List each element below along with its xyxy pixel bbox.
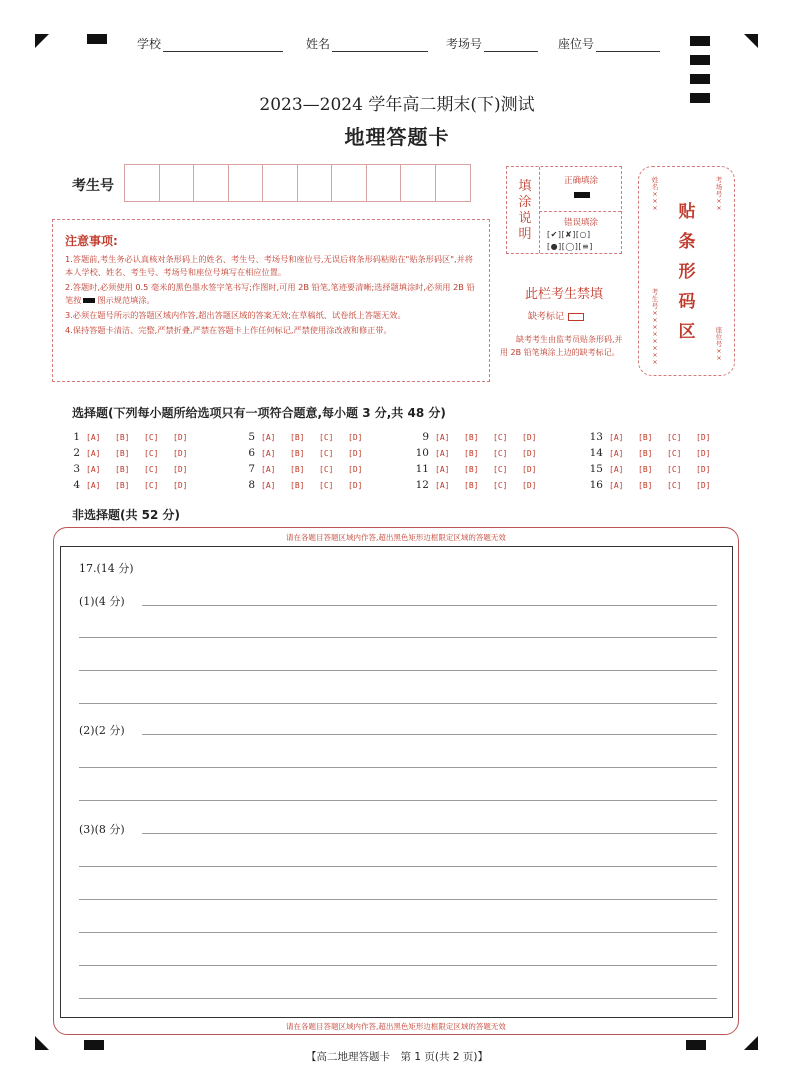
- question-number: 13: [589, 431, 603, 443]
- timing-mark: [690, 74, 710, 84]
- timing-mark: [87, 34, 107, 44]
- school-underline[interactable]: [163, 40, 283, 52]
- answer-bubble[interactable]: [C]: [144, 432, 159, 442]
- exam-room-label: 考场号: [446, 37, 483, 51]
- answer-line[interactable]: [79, 899, 717, 900]
- answer-bubble[interactable]: [C]: [667, 432, 682, 442]
- question-number: 8: [248, 479, 255, 491]
- absent-checkbox[interactable]: [568, 313, 584, 321]
- answer-bubble[interactable]: [B]: [464, 480, 479, 490]
- question-number: 15: [589, 463, 603, 475]
- answer-bubble[interactable]: [A]: [609, 464, 624, 474]
- answer-bubble[interactable]: [B]: [115, 432, 130, 442]
- answer-bubble[interactable]: [A]: [261, 464, 276, 474]
- region-warning-bottom: 请在各题目答题区域内作答,超出黑色矩形边框限定区域的答题无效: [286, 1022, 506, 1031]
- answer-bubble[interactable]: [D]: [696, 432, 711, 442]
- answer-bubble[interactable]: [D]: [522, 448, 537, 458]
- answer-line[interactable]: [142, 734, 717, 735]
- notice-item-4: 4.保持答题卡清洁、完整,严禁折叠,严禁在答题卡上作任何标记,严禁使用涂改液和修正带。: [65, 325, 392, 335]
- answer-bubble[interactable]: [D]: [173, 432, 188, 442]
- mcq-question-row: [241, 447, 377, 459]
- exam-number-cell[interactable]: [229, 165, 264, 201]
- question-number: 1: [73, 431, 80, 443]
- mcq-question-row: [66, 447, 202, 459]
- correct-fill-sample: [574, 192, 590, 198]
- answer-bubble[interactable]: [B]: [290, 480, 305, 490]
- answer-bubble[interactable]: [D]: [522, 480, 537, 490]
- fill-guide-box: [506, 166, 622, 254]
- correct-fill-label: 正确填涂: [563, 176, 598, 186]
- filled-mark-sample: [83, 298, 95, 303]
- answer-line[interactable]: [79, 998, 717, 999]
- answer-bubble[interactable]: [A]: [86, 432, 101, 442]
- q17-part2-label: (2)(2 分): [79, 724, 125, 737]
- answer-bubble[interactable]: [C]: [667, 464, 682, 474]
- answer-bubble[interactable]: [A]: [261, 432, 276, 442]
- wrong-fill-samples-2: [●][◯][≡]: [547, 242, 593, 251]
- mcq-question-row: [589, 431, 725, 443]
- answer-line[interactable]: [79, 866, 717, 867]
- answer-bubble[interactable]: [B]: [638, 448, 653, 458]
- mcq-question-row: [66, 463, 202, 475]
- timing-mark: [690, 55, 710, 65]
- answer-bubble[interactable]: [C]: [493, 464, 508, 474]
- exam-room-field[interactable]: [446, 35, 538, 52]
- answer-bubble[interactable]: [B]: [290, 432, 305, 442]
- answer-bubble[interactable]: [D]: [173, 480, 188, 490]
- mcq-question-row: [589, 463, 725, 475]
- mcq-question-row: [66, 431, 202, 443]
- answer-bubble[interactable]: [B]: [638, 464, 653, 474]
- answer-line[interactable]: [79, 767, 717, 768]
- mcq-question-row: [241, 463, 377, 475]
- answer-bubble[interactable]: [C]: [319, 464, 334, 474]
- answer-bubble[interactable]: [B]: [464, 448, 479, 458]
- exam-number-cell[interactable]: [401, 165, 436, 201]
- q17-part1-label: (1)(4 分): [79, 595, 125, 608]
- answer-bubble[interactable]: [C]: [144, 464, 159, 474]
- question-number: 16: [589, 479, 603, 491]
- answer-bubble[interactable]: [A]: [609, 480, 624, 490]
- answer-bubble[interactable]: [D]: [522, 464, 537, 474]
- answer-sheet-title: 地理答题卡: [344, 125, 450, 149]
- answer-line[interactable]: [142, 605, 717, 606]
- question-number: 10: [415, 447, 429, 459]
- barcode-title: 贴条形码区: [678, 202, 696, 342]
- exam-number-cell[interactable]: [367, 165, 402, 201]
- exam-number-cell[interactable]: [194, 165, 229, 201]
- wrong-fill-label: 错误填涂: [563, 218, 598, 228]
- answer-bubble[interactable]: [D]: [522, 432, 537, 442]
- notice-item-2-tail: 图示规范填涂。: [97, 295, 155, 305]
- answer-bubble[interactable]: [B]: [638, 432, 653, 442]
- seat-label: 座位号: [558, 37, 595, 51]
- notice-item-2: [65, 281, 481, 307]
- answer-bubble[interactable]: [B]: [464, 432, 479, 442]
- answer-bubble[interactable]: [A]: [86, 464, 101, 474]
- answer-bubble[interactable]: [C]: [493, 480, 508, 490]
- answer-bubble[interactable]: [A]: [435, 464, 450, 474]
- free-section-title: 非选择题(共 52 分): [72, 508, 181, 522]
- answer-bubble[interactable]: [B]: [290, 464, 305, 474]
- answer-bubble[interactable]: [A]: [609, 432, 624, 442]
- notice-item-2-text: 2.答题时,必须使用 0.5 毫米的黑色墨水签字笔书写;作图时,可用 2B 铅笔,笔迹要清晰;选择题填涂时,必须用 2B 铅笔按: [65, 282, 475, 305]
- mcq-question-row: [415, 479, 551, 491]
- answer-bubble[interactable]: [A]: [435, 432, 450, 442]
- answer-bubble[interactable]: [C]: [493, 448, 508, 458]
- answer-bubble[interactable]: [C]: [144, 448, 159, 458]
- answer-line[interactable]: [79, 932, 717, 933]
- divider: [539, 211, 621, 212]
- answer-bubble[interactable]: [D]: [173, 464, 188, 474]
- answer-bubble[interactable]: [B]: [115, 464, 130, 474]
- question-number: 7: [248, 463, 255, 475]
- region-warning-top: 请在各题目答题区域内作答,超出黑色矩形边框限定区域的答题无效: [286, 533, 506, 542]
- answer-bubble[interactable]: [A]: [86, 448, 101, 458]
- answer-region[interactable]: [60, 546, 733, 1018]
- mcq-question-row: [241, 431, 377, 443]
- exam-number-label: 考生号: [72, 178, 114, 194]
- notice-title: 注意事项:: [65, 234, 118, 248]
- answer-bubble[interactable]: [C]: [144, 480, 159, 490]
- mcq-section-title: 选择题(下列每小题所给选项只有一项符合题意,每小题 3 分,共 48 分): [72, 406, 446, 420]
- question-number: 2: [73, 447, 80, 459]
- notice-box: [52, 219, 490, 382]
- corner-mark-bottom-left: [35, 1036, 49, 1050]
- proctor-only-label: 此栏考生禁填: [524, 287, 603, 302]
- mcq-question-row: [589, 479, 725, 491]
- seat-underline[interactable]: [596, 40, 660, 52]
- question-number: 5: [248, 431, 255, 443]
- absent-note: 缺考考生由监考员贴条形码,并用 2B 铅笔填涂上边的缺考标记。: [500, 335, 623, 357]
- answer-bubble[interactable]: [C]: [319, 480, 334, 490]
- exam-number-cell[interactable]: [436, 165, 471, 201]
- question-number: 6: [248, 447, 255, 459]
- question-number: 3: [73, 463, 80, 475]
- answer-bubble[interactable]: [D]: [348, 432, 363, 442]
- barcode-area: [638, 166, 735, 376]
- barcode-examno-sample: 考生号××××××××: [651, 288, 659, 366]
- exam-number-cell[interactable]: [263, 165, 298, 201]
- answer-line[interactable]: [79, 965, 717, 966]
- answer-line[interactable]: [79, 670, 717, 671]
- answer-bubble[interactable]: [B]: [638, 480, 653, 490]
- answer-bubble[interactable]: [A]: [261, 480, 276, 490]
- q17-part3-label: (3)(8 分): [79, 823, 125, 836]
- school-label: 学校: [137, 37, 162, 51]
- answer-bubble[interactable]: [A]: [261, 448, 276, 458]
- answer-bubble[interactable]: [B]: [290, 448, 305, 458]
- corner-mark-bottom-right: [744, 1036, 758, 1050]
- exam-title: 2023—2024 学年高二期末(下)测试: [259, 95, 535, 115]
- notice-item-1: 1.答题前,考生务必认真核对条形码上的姓名、考生号、考场号和座位号,无误后将条形码粘贴在"贴条形码区",并将本人学校、姓名、考生号、考场号和座位号填写在相应位置。: [65, 254, 473, 277]
- answer-bubble[interactable]: [D]: [348, 448, 363, 458]
- answer-bubble[interactable]: [B]: [464, 464, 479, 474]
- answer-line[interactable]: [79, 637, 717, 638]
- divider: [539, 167, 540, 253]
- name-field[interactable]: [306, 35, 428, 52]
- answer-bubble[interactable]: [B]: [115, 448, 130, 458]
- question-number: 4: [73, 479, 80, 491]
- seat-field[interactable]: [558, 35, 660, 52]
- question-number: 11: [415, 463, 429, 475]
- school-field[interactable]: [137, 35, 283, 52]
- answer-line[interactable]: [142, 833, 717, 834]
- mcq-question-row: [415, 463, 551, 475]
- exam-number-cell[interactable]: [298, 165, 333, 201]
- answer-bubble[interactable]: [D]: [696, 448, 711, 458]
- answer-line[interactable]: [79, 703, 717, 704]
- barcode-name-sample: 姓名×××: [651, 176, 659, 212]
- answer-bubble[interactable]: [D]: [348, 480, 363, 490]
- answer-bubble[interactable]: [C]: [319, 432, 334, 442]
- question-number: 9: [422, 431, 429, 443]
- answer-bubble[interactable]: [A]: [609, 448, 624, 458]
- timing-mark: [690, 36, 710, 46]
- answer-bubble[interactable]: [C]: [319, 448, 334, 458]
- answer-bubble[interactable]: [A]: [435, 448, 450, 458]
- exam-number-grid[interactable]: [124, 164, 471, 202]
- question-number: 12: [415, 479, 429, 491]
- exam-room-underline[interactable]: [484, 40, 538, 52]
- mcq-question-row: [241, 479, 377, 491]
- answer-bubble[interactable]: [D]: [173, 448, 188, 458]
- page-footer: 【高二地理答题卡 第 1 页(共 2 页)】: [306, 1051, 488, 1063]
- mcq-question-row: [415, 431, 551, 443]
- answer-line[interactable]: [79, 800, 717, 801]
- answer-bubble[interactable]: [C]: [667, 480, 682, 490]
- mcq-question-row: [589, 447, 725, 459]
- answer-bubble[interactable]: [D]: [696, 464, 711, 474]
- question-17-label: 17.(14 分): [79, 562, 134, 575]
- exam-number-cell[interactable]: [125, 165, 160, 201]
- absent-label: 缺考标记: [528, 312, 565, 322]
- notice-item-3: 3.必须在题号所示的答题区域内作答,超出答题区域的答案无效;在草稿纸、试卷纸上答题无效。: [65, 310, 406, 320]
- exam-number-cell[interactable]: [160, 165, 195, 201]
- answer-bubble[interactable]: [C]: [667, 448, 682, 458]
- answer-bubble[interactable]: [C]: [493, 432, 508, 442]
- answer-bubble[interactable]: [D]: [696, 480, 711, 490]
- corner-mark-top-right: [744, 34, 758, 48]
- mcq-question-row: [66, 479, 202, 491]
- barcode-seat-sample: 座位号××: [715, 326, 723, 362]
- answer-bubble[interactable]: [A]: [435, 480, 450, 490]
- name-underline[interactable]: [332, 40, 428, 52]
- answer-bubble[interactable]: [A]: [86, 480, 101, 490]
- answer-bubble[interactable]: [B]: [115, 480, 130, 490]
- mcq-question-row: [415, 447, 551, 459]
- wrong-fill-samples-1: [✔][✘][○]: [547, 230, 591, 239]
- corner-mark-top-left: [35, 34, 49, 48]
- barcode-room-sample: 考场号××: [715, 176, 723, 212]
- absent-mark: [528, 309, 584, 322]
- exam-number-cell[interactable]: [332, 165, 367, 201]
- answer-bubble[interactable]: [D]: [348, 464, 363, 474]
- name-label: 姓名: [306, 37, 331, 51]
- question-number: 14: [589, 447, 603, 459]
- fill-guide-label: 填涂说明: [518, 179, 532, 242]
